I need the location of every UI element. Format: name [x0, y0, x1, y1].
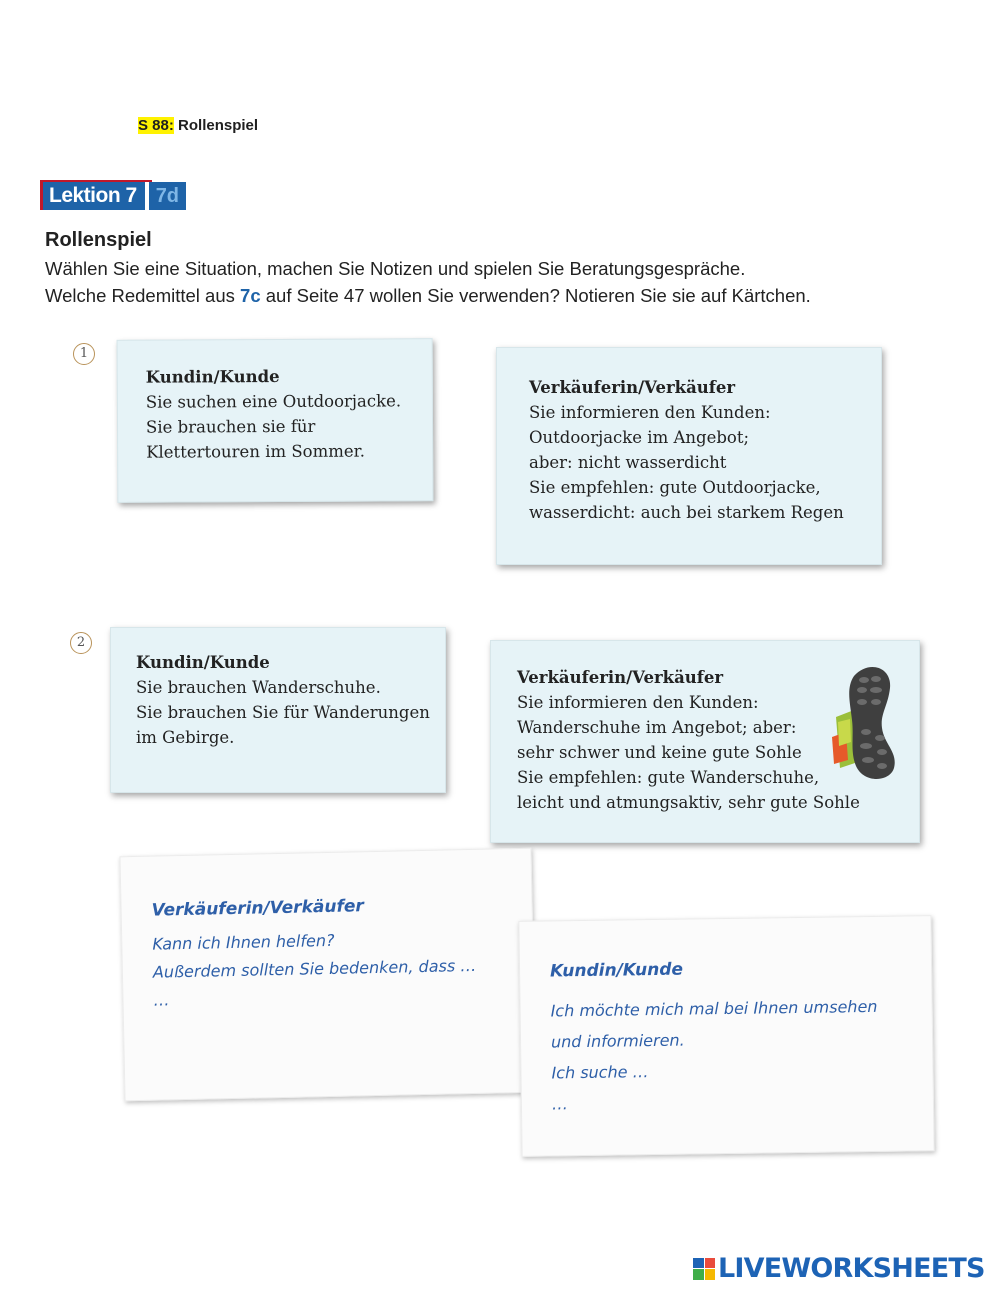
lesson-label: Lektion 7	[43, 182, 145, 210]
lesson-tag	[40, 182, 186, 210]
customer-card-2	[110, 627, 446, 793]
liveworksheets-logo-text: LIVEWORKSHEETS	[718, 1253, 985, 1284]
customer-card-1	[117, 338, 434, 503]
note-line: Kann ich Ihnen helfen?	[152, 930, 335, 954]
exercise-instruction-1: Wählen Sie eine Situation, machen Sie Notizen und spielen Sie Beratungsgespräche.	[45, 258, 746, 279]
page-reference	[138, 117, 258, 134]
card-line: Sie suchen eine Outdoorjacke.	[145, 391, 402, 412]
card-line: sehr schwer und keine gute Sohle	[517, 743, 802, 762]
page-number-highlight: S 88:	[138, 117, 174, 134]
note-line: Ich möchte mich mal bei Ihnen umsehen	[550, 996, 878, 1021]
card-title: Verkäuferin/Verkäufer	[529, 378, 736, 397]
situation-number-1: 1	[73, 343, 95, 365]
situation-number-2: 2	[70, 632, 92, 654]
instruction-text: Welche Redemittel aus	[45, 285, 241, 306]
exercise-title: Rollenspiel	[45, 229, 152, 251]
note-line: …	[551, 1094, 569, 1114]
liveworksheets-logo-icon	[693, 1258, 715, 1280]
card-line: Wanderschuhe im Angebot; aber:	[517, 718, 797, 737]
card-line: Sie brauchen Wanderschuhe.	[136, 678, 381, 697]
card-title: Kundin/Kunde	[145, 366, 280, 387]
liveworksheets-logo[interactable]	[693, 1253, 985, 1284]
card-line: Klettertouren im Sommer.	[146, 441, 365, 462]
note-line: Ich suche …	[551, 1062, 649, 1083]
card-line: Sie brauchen Sie für Wanderungen	[136, 703, 430, 722]
hiking-boot-icon	[824, 662, 904, 782]
instruction-text: auf Seite 47 wollen Sie verwenden? Notieren Sie sie auf Kärtchen.	[260, 285, 811, 306]
card-line: Outdoorjacke im Angebot;	[529, 428, 750, 447]
card-title: Verkäuferin/Verkäufer	[517, 668, 724, 687]
note-card-seller	[119, 848, 536, 1102]
card-line: leicht und atmungsaktiv, sehr gute Sohle	[517, 793, 860, 812]
note-line: …	[153, 990, 170, 1010]
card-line: Sie informieren den Kunden:	[517, 693, 759, 712]
card-title: Kundin/Kunde	[136, 653, 270, 672]
card-line: Sie informieren den Kunden:	[529, 403, 771, 422]
note-title: Kundin/Kunde	[549, 959, 684, 982]
card-line: Sie brauchen sie für	[145, 416, 316, 437]
card-line: Sie empfehlen: gute Outdoorjacke,	[529, 478, 821, 497]
lesson-tag-accent-line	[40, 180, 152, 182]
note-line: und informieren.	[550, 1030, 685, 1052]
note-line: Außerdem sollten Sie bedenken, dass …	[152, 955, 477, 982]
note-title: Verkäuferin/Verkäufer	[151, 896, 364, 921]
card-line: im Gebirge.	[136, 728, 235, 747]
page-topic: Rollenspiel	[178, 117, 259, 134]
lesson-sub-label: 7d	[149, 182, 186, 210]
exercise-reference: 7c	[240, 285, 261, 306]
card-line: aber: nicht wasserdicht	[529, 453, 727, 472]
seller-card-1	[496, 347, 882, 565]
exercise-instruction-2	[45, 285, 811, 307]
note-card-customer	[518, 915, 934, 1157]
card-line: Sie empfehlen: gute Wanderschuhe,	[517, 768, 820, 787]
card-line: wasserdicht: auch bei starkem Regen	[529, 503, 844, 522]
